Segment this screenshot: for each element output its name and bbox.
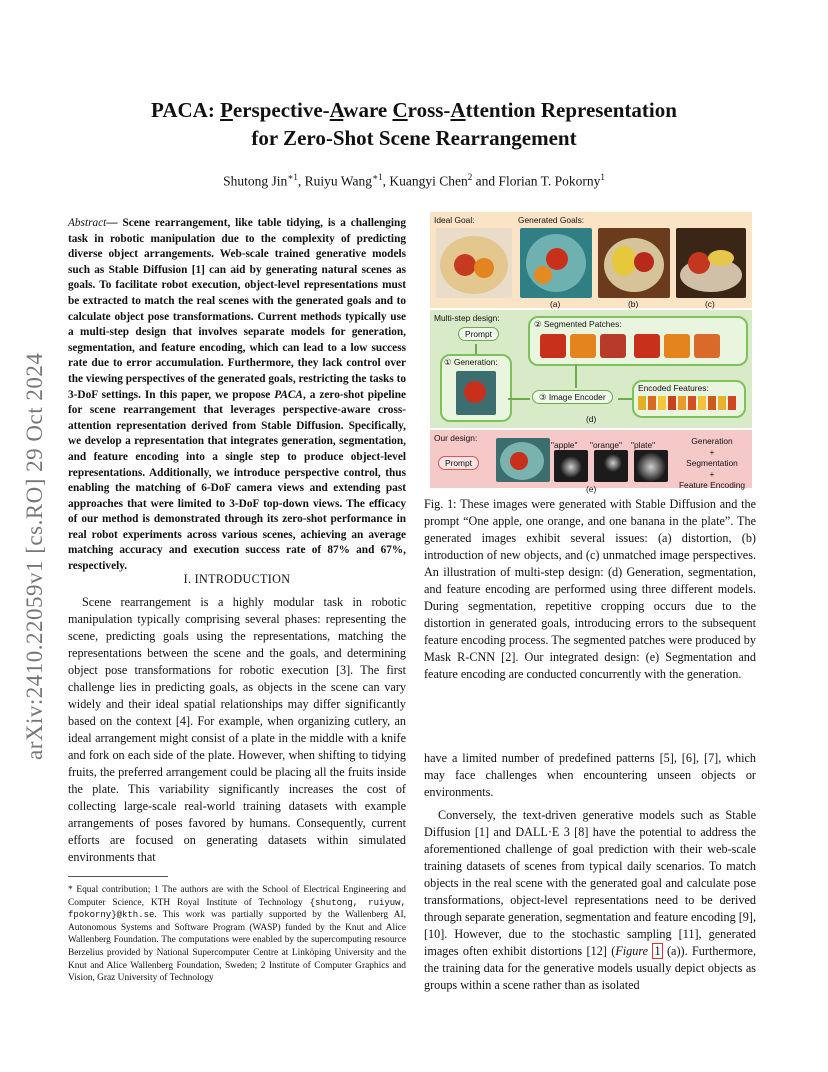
generated-goal-image-c [676,228,746,298]
segmented-patches-label: ② Segmented Patches: [534,319,622,329]
subfig-label-e: (e) [586,484,597,494]
feature-8 [708,396,716,410]
feature-5 [678,396,686,410]
arrow-encoder-to-features [618,398,632,400]
abstract: Abstract— Scene rearrangement, like table tidying, is a challenging task in robotic manipulation due to the complexity of predicting diverse object arrangements. Web-scale trained generative models such as Stable Diffusion [1] can aid by generating natural scenes as goals. To facilitate robot execution, object-level representations must be extracted to match the real scenes with the generated goals and to calculate object pose transformations. Current methods typically use a multi-step design that involves separate models for generation, segmentation, and feature encoding, which can lead to a low success rate due to error accumulation. Furthermore, they lack control over the viewing perspectives of the generated goals, restricting the tasks to 3-DoF settings. In this paper, we propose PACA, a zero-shot pipeline for scene rearrangement that leverages perspective-aware cross-attention representation derived from Stable Diffusion. Specifically, we develop a representation that integrates generation, segmentation, and feature encoding into a single step to produce object-level representations. Additionally, we introduce perspective control, thus enabling the matching of 6-DoF camera views and extending past approaches that were limited to 3-DoF top-down views. The efficacy of our method is demonstrated through its zero-shot performance in real robot experiments across various scenes, achieving an average matching accuracy and execution success rate of 87% and 67%, respectively. [68,217,406,573]
section-heading-introduction: I. INTRODUCTION [183,572,291,586]
generated-goal-image-b [598,228,670,298]
feature-10 [728,396,736,410]
right-column-text: have a limited number of predefined patterns [5], [6], [7], which may face challenges when encountering unseen objects or environments. Conversely, the text-driven generative models such as Stable Diffusion [1] and DALL·E 3 [8] have the potential to address the aforementioned challenge of goal prediction with their web-scale training datasets of scenes from typical daily scenarios. To match objects in the real scene with the generated goal and calculate pose transformations, object-level representations need to be derived through separate generation, segmentation and feature encoding [9], [10]. However, due to the stochastic sampling [11], generated images often exhibit distortions [12] (Figure 1 (a)). Furthermore, the training data for the generative models usually depict objects as groups within a scene rather than as isolated [424,751,756,992]
multistep-label: Multi-step design: [434,313,500,323]
feature-6 [688,396,696,410]
segmented-patches-box [528,316,748,366]
feature-2 [648,396,656,410]
subfig-label-d: (d) [586,414,597,424]
multistep-panel [430,310,752,428]
goals-panel [430,212,752,308]
patch-1 [540,334,566,358]
image-encoder-pill: ③ Image Encoder [532,390,613,404]
patch-4 [634,334,660,358]
figure-reference-link[interactable]: 1 [654,944,661,958]
patch-2 [570,334,596,358]
attention-map-orange [594,450,628,482]
prompt-pill: Prompt [458,327,499,341]
arxiv-identifier: arXiv:2410.22059v1 [cs.RO] 29 Oct 2024 [22,352,47,760]
generation-step-label: ① Generation: [444,357,498,367]
our-design-panel [430,430,752,494]
figure-caption: Fig. 1: These images were generated with Stable Diffusion and the prompt “One apple, one orange, and one banana in the plate”. The generated images exhibit several issues: (a) distortion, (b) introduction of new objects, and (c) unmatched image perspectives. An illustration of multi-step design: (d) Generation, segmentation, and feature encoding are performed using three different models. During segmentation, repetitive cropping occurs due to the distortion in generated goals, introducing errors to the subsequent feature encoding process. The segmented patches were produced by Mask R-CNN [2]. Our integrated design: (e) Segmentation and feature encoding are conducted concurrently with the generation. [424,497,756,681]
our-generation-image [496,438,550,482]
attention-label-orange: "orange" [590,440,623,450]
attention-map-plate [634,450,668,482]
feature-4 [668,396,676,410]
patch-5 [664,334,690,358]
patch-3 [600,334,626,358]
subfig-label-c: (c) [705,299,715,309]
feature-7 [698,396,706,410]
generation-image [456,371,496,415]
arrow-prompt-to-generation [475,344,477,354]
attention-map-apple [554,450,588,482]
paper-title-line2: for Zero-Shot Scene Rearrangement [251,126,577,150]
integrated-design-label: Generation + Segmentation + Feature Encoding [678,436,746,490]
generated-goals-label: Generated Goals: [518,215,585,225]
patch-6 [694,334,720,358]
feature-1 [638,396,646,410]
subfig-label-b: (b) [628,299,639,309]
generation-box [440,354,512,422]
footnote: * Equal contribution; 1 The authors are with the School of Electrical Engineering and Computer Science, KTH Royal Institute of Technology {shutong, ruiyuw, fpokorny}@kth.se. This work was partially supported by the Wallenberg AI, Autonomous Systems and Software Program (WASP) funded by the Knut and Alice Wallenberg Foundation. The computations were enabled by the supercomputing resource Berzelius provided by National Supercomputer Centre at Linköping University and the Knut and Alice Wallenberg Foundation, Sweden; 2 Institute of Computer Graphics and Vision, Graz University of Technology [68,885,406,984]
arrow-generation-to-encoder [508,398,530,400]
feature-3 [658,396,666,410]
generated-goal-image-a [520,228,592,298]
arrow-patches-to-encoder [575,364,577,388]
feature-9 [718,396,726,410]
paper-title-line1: PACA: Perspective-Aware Cross-Attention Representation [151,98,677,122]
our-design-label: Our design: [434,433,478,443]
figure-1 [430,212,752,494]
ideal-goal-label: Ideal Goal: [434,215,475,225]
author-list: Shutong Jin$^{∗1}$, Ruiyu Wang$^{∗1}$, Kuangyi Chen$^2$ and Florian T. Pokorny$^1$ [223,172,605,189]
encoded-features-box [632,380,746,418]
ideal-goal-image [436,228,512,298]
prompt-pill-our-design: Prompt [438,456,479,470]
footnote-divider [68,876,168,877]
attention-label-apple: "apple" [551,440,578,450]
encoded-features-label: Encoded Features: [638,383,709,393]
attention-label-plate: "plate" [631,440,656,450]
subfig-label-a: (a) [550,299,561,309]
introduction-text: Scene rearrangement is a highly modular task in robotic manipulation typically comprising several phases: representing the scene, predicting goals using the representations, matching the representations between the scene and the goals, and determining object pose transformations for robotic execution [3]. The first challenge lies in predicting goals, as objects in the scene can vary widely and their ideal spatial relationships may differ significantly based on the context [4]. For example, when organizing cutlery, an ideal arrangement might consist of a plate in the middle with a knife and fork on each side of the plate. However, when shifting to tidying fruits, the preferred arrangement could be placing all the fruits inside the plate. This variability significantly increases the cost of collecting large-scale real-world training datasets with example arrangements of poses favored by humans. Consequently, current efforts are focused on generating datasets within simulated environments that [68,595,406,864]
